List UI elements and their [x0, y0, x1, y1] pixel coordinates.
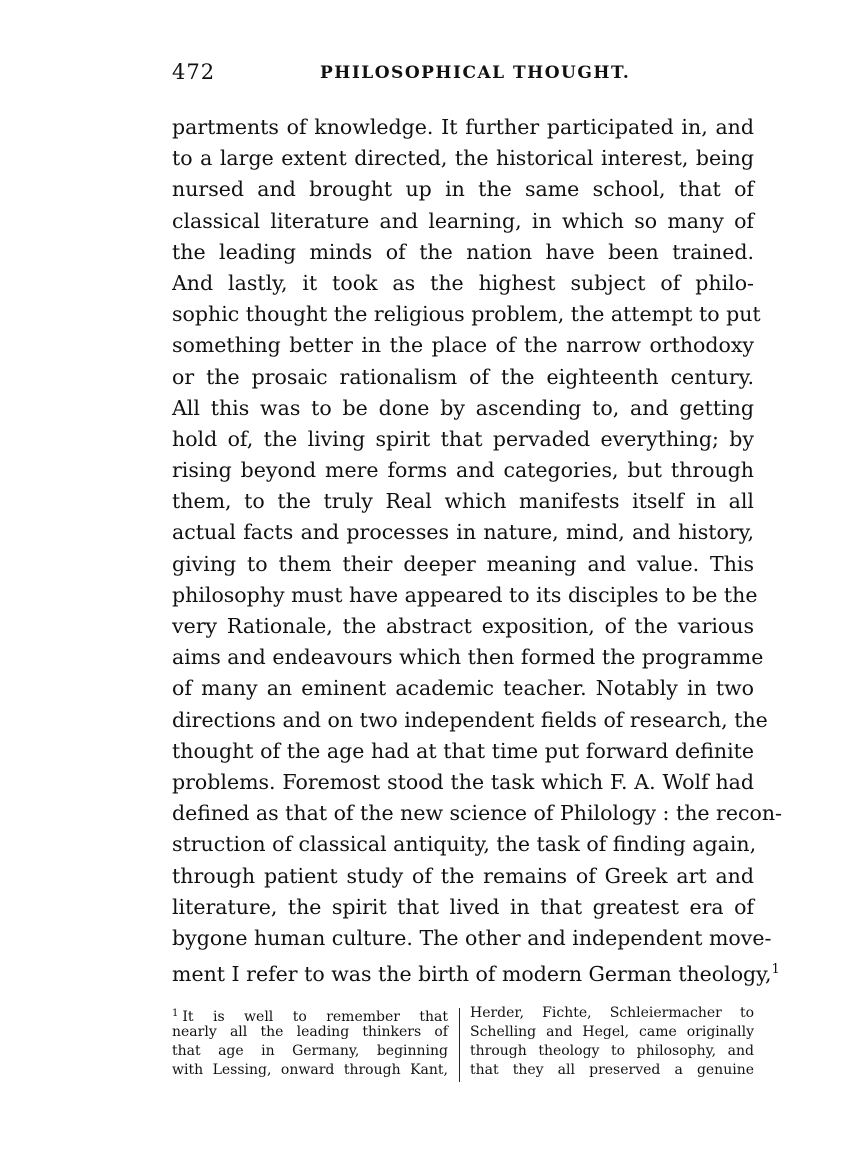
body-line: of many an eminent academic teacher. Notably in two	[172, 676, 754, 701]
body-line: to a large extent directed, the historical interest, being	[172, 146, 754, 171]
body-line: struction of classical antiquity, the task of finding again,	[172, 832, 757, 857]
body-line: giving to them their deeper meaning and value. This	[172, 551, 754, 576]
footnote-line: nearly all the leading thinkers of	[172, 1024, 448, 1040]
body-line: literature, the spirit that lived in that greatest era of	[172, 894, 754, 919]
footnote-line-text: It is well to remember that	[182, 1009, 448, 1025]
footnote-reference[interactable]: 1	[771, 962, 780, 978]
body-line: the leading minds of the nation have been trained.	[172, 239, 754, 264]
body-line: bygone human culture. The other and independent move-	[172, 925, 772, 950]
page-number: 472	[172, 60, 216, 84]
body-line: thought of the age had at that time put forward definite	[172, 738, 754, 763]
footnote-line: Herder, Fichte, Schleiermacher to	[470, 1005, 754, 1021]
footnote-line: through theology to philosophy, and	[470, 1043, 754, 1059]
body-text	[172, 112, 782, 987]
body-line-last	[172, 954, 780, 987]
footnote-line	[172, 1004, 448, 1023]
body-line: directions and on two independent fields of research, the	[172, 707, 768, 732]
body-line: or the prosaic rationalism of the eighteenth century.	[172, 364, 754, 389]
footnote-line: with Lessing, onward through Kant,	[172, 1062, 448, 1078]
footnote-column-left	[172, 1004, 448, 1080]
footnote-line: that they all preserved a genuine	[470, 1062, 754, 1078]
body-line-text: ment I refer to was the birth of modern German theology,	[172, 962, 772, 987]
running-header	[172, 60, 752, 88]
body-line: rising beyond mere forms and categories, but through	[172, 458, 754, 483]
body-line: aims and endeavours which then formed the programme	[172, 645, 764, 670]
body-line: partments of knowledge. It further participated in, and	[172, 115, 754, 139]
body-line: philosophy must have appeared to its disciples to be the	[172, 582, 758, 607]
running-title: PHILOSOPHICAL THOUGHT.	[320, 63, 631, 83]
body-line: actual facts and processes in nature, mind, and history,	[172, 520, 754, 545]
body-line: All this was to be done by ascending to, and getting	[172, 395, 754, 420]
footnote-column-right	[470, 1004, 754, 1080]
body-line: nursed and brought up in the same school, that of	[172, 177, 754, 202]
body-line: them, to the truly Real which manifests itself in all	[172, 489, 754, 514]
footnote-divider	[459, 1008, 460, 1082]
body-line: through patient study of the remains of Greek art and	[172, 863, 754, 888]
footnote-line: that age in Germany, beginning	[172, 1043, 448, 1059]
footnote-marker: 1	[172, 1008, 179, 1019]
body-line: And lastly, it took as the highest subject of philo-	[172, 270, 754, 295]
footnote-line: Schelling and Hegel, came originally	[470, 1024, 754, 1040]
body-line: sophic thought the religious problem, the attempt to put	[172, 302, 761, 327]
footnotes	[172, 1004, 754, 1088]
body-line: problems. Foremost stood the task which F. A. Wolf had	[172, 769, 754, 794]
body-line: hold of, the living spirit that pervaded everything; by	[172, 426, 754, 451]
body-line: very Rationale, the abstract exposition, of the various	[172, 614, 754, 638]
body-line: defined as that of the new science of Philology : the recon-	[172, 801, 782, 826]
body-line: classical literature and learning, in which so many of	[172, 208, 754, 233]
body-line: something better in the place of the narrow orthodoxy	[172, 333, 754, 358]
